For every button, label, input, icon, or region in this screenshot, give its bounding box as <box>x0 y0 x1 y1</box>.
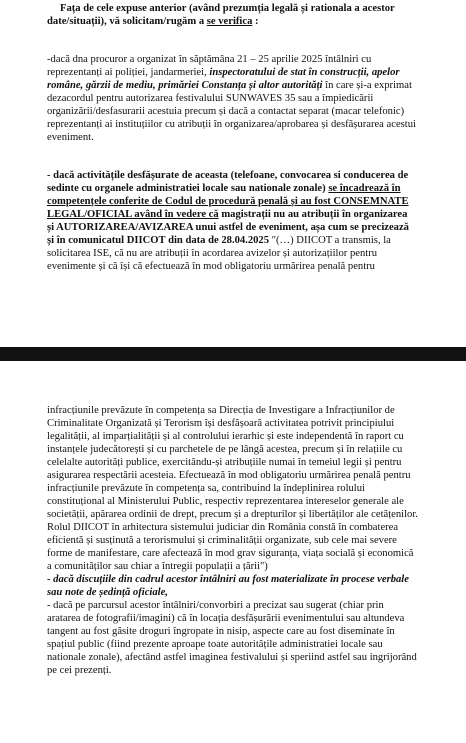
paragraph-line: forme de manifestare, care afectează în mod grav siguranța, viața socială și economică <box>47 548 414 559</box>
paragraph-line: române, gărzii de mediu, primăriei Constanța și altor autorități în care și-a exprimat <box>47 80 412 91</box>
paragraph-line: legalității, al imparțialității și al controlului ierarhic și este independentă în raport cu <box>47 431 404 442</box>
paragraph-line: sedinte cu organele administratiei locale sau nationale zonale) se încadrează în <box>47 183 401 194</box>
paragraph-line: asigurarea respectării acesteia. Efectuează în mod obligatoriu urmărirea penală pentru <box>47 470 411 481</box>
paragraph-line: și AUTORIZAREA/AVIZAREA unui astfel de eveniment, așa cum se precizează <box>47 222 409 233</box>
paragraph-line: nationale zonale), afectând astfel imaginea festivalului și speriind astfel sau ingrijorând <box>47 652 417 663</box>
paragraph-line: evenimente și că își că efectuează în mod obligatoriu urmărirea penală pentru <box>47 261 375 272</box>
paragraph-line: spațiul public (fiind prezente aproape toate autoritățile administratiei locale sau <box>47 639 383 650</box>
paragraph-line: solicitarea ISE, că nu are atribuții în acordarea avizelor și autorizațiilor pentru <box>47 248 378 259</box>
paragraph-line: Rolul DIICOT în arhitectura sistemului judiciar din România constă în combaterea <box>47 522 399 533</box>
paragraph-line: sau note de ședință oficiale, <box>47 587 168 598</box>
paragraph-line: - dacă discuțiile din cadrul acestor întâlniri au fost materializate în procese verbale <box>47 574 409 585</box>
paragraph-line: eveniment. <box>47 132 94 143</box>
paragraph-line: tangent au fost găsite droguri îngropate in nisip, aspecte care au fost diseminate în <box>47 626 395 637</box>
paragraph-line: LEGAL/OFICIAL având în vedere că magistrații nu au atribuții în organizarea <box>47 209 408 220</box>
paragraph-line: organizării/desfasurarii acestuia precum și dacă a contactat separat (macar telefonic) <box>47 106 405 117</box>
paragraph-line: dezacordul pentru autorizarea festivalului SUNWAVES 35 sau a împiedicării <box>47 93 374 104</box>
paragraph-line: societății, apărarea ordinii de drept, precum și a drepturilor și libertăților ale cetățenilor. <box>47 509 418 520</box>
paragraph-line: instanțele judecătorești și cu parchetele de pe lângă acestea, precum și în relațiile cu <box>47 444 403 455</box>
paragraph-line: - dacă pe parcursul acestor întâlniri/convorbiri a precizat sau sugerat (chiar prin <box>47 600 384 611</box>
verify-emphasis: se verifica <box>206 16 253 27</box>
paragraph-line: - dacă activitățile desfășurate de aceasta (telefoane, convocarea si conducerea de <box>47 170 409 181</box>
paragraph-line: pe cei prezenți. <box>47 665 112 676</box>
paragraph-line: constituțional al Ministerului Public, respectiv reprezentarea intereselor generale ale <box>47 496 404 507</box>
paragraph-line: aratarea de fotografii/imagini) că în locația desfășurării evenimentului sau altundeva <box>47 613 405 624</box>
request-intro-line-2: date/situații), vă solicitam/rugăm a se verifica : <box>47 16 259 27</box>
document-page-1 <box>0 0 466 347</box>
paragraph-line: reprezentanți ai instituțiilor cu atribuții în organizarea/aprobarea și desfășurarea acestui <box>47 119 416 130</box>
paragraph-line: Criminalitate Organizată și Terorism își desfășoară activitatea potrivit principiului <box>47 418 395 429</box>
paragraph-line: -dacă dna procuror a organizat în săptămâna 21 – 25 aprilie 2025 întâlniri cu <box>47 54 372 65</box>
page-separator <box>0 347 466 361</box>
paragraph-line: și în comunicatul DIICOT din data de 28.04.2025 "(…) DIICOT a transmis, la <box>47 235 391 246</box>
paragraph-line: eficientă și susținută a terorismului și criminalității organizate, sub cele mai severe <box>47 535 397 546</box>
paragraph-line: competențele conferite de Codul de procedură penală și au fost CONSEMNATE <box>47 196 409 207</box>
paragraph-line: infracțiunile prevăzute în competența sa, contribuind la îndeplinirea rolului <box>47 483 365 494</box>
paragraph-line: a comunităților sau chiar a întregii populații a țării") <box>47 561 268 572</box>
paragraph-line: infracțiunile prevăzute în competența sa Direcția de Investigare a Infracțiunilor de <box>47 405 395 416</box>
document-page-2 <box>0 361 466 743</box>
request-intro-line-1: Fața de cele expuse anterior (având prezumția legală și rationala a acestor <box>60 3 395 14</box>
paragraph-line: celelalte autorități publice, exercitându-și atribuțiile numai în temeiul legii și pentru <box>47 457 402 468</box>
paragraph-line: reprezentanți ai poliției, jandarmeriei, inspectoratului de stat în construcții, apelor <box>47 67 400 78</box>
